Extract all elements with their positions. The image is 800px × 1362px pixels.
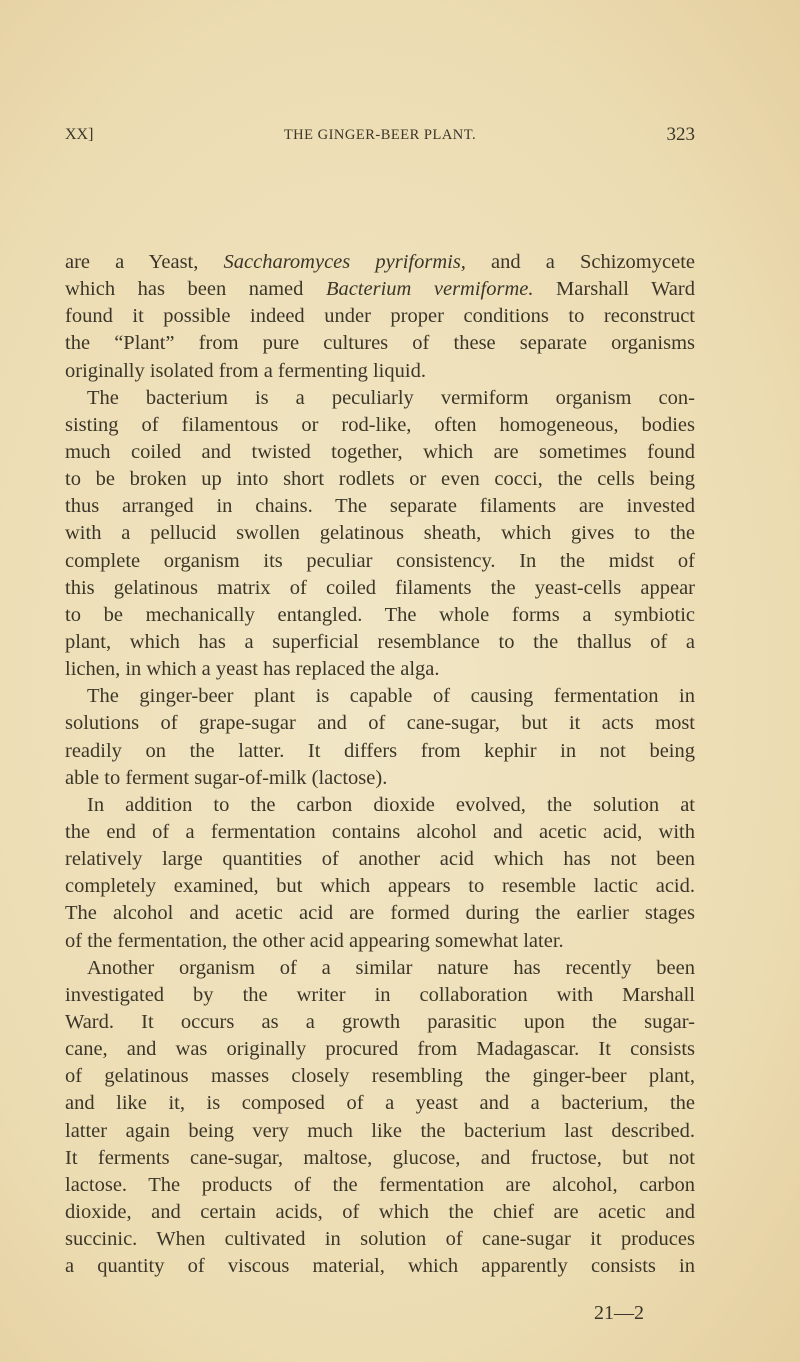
text-line	[65, 439, 695, 466]
text-segment: this gelatinous matrix of coiled filaments the yeast-cells appear	[65, 576, 695, 599]
text-line	[65, 710, 695, 737]
text-line	[65, 1172, 695, 1199]
text-segment: thus arranged in chains. The separate filaments are invested	[65, 495, 695, 518]
text-segment: Another organism of a similar nature has recently been	[87, 956, 695, 979]
text-line	[65, 1036, 695, 1063]
text-segment: complete organism its peculiar consistency. In the midst of	[65, 549, 695, 572]
text-segment: readily on the latter. It differs from kephir in not being	[65, 739, 695, 762]
text-line	[65, 819, 695, 846]
text-line	[65, 1145, 695, 1172]
text-segment: latter again being very much like the bacterium last described.	[65, 1119, 695, 1142]
text-line	[65, 1063, 695, 1090]
text-line	[65, 900, 695, 927]
text-line	[65, 358, 695, 385]
text-line	[65, 520, 695, 547]
text-line	[65, 1253, 695, 1280]
text-line	[65, 493, 695, 520]
text-line	[65, 303, 695, 330]
italic-text: Bacterium vermiforme.	[325, 278, 534, 301]
text-segment: which has been named	[65, 278, 326, 301]
text-segment: investigated by the writer in collaboration with Marshall	[65, 983, 695, 1006]
text-line	[65, 575, 695, 602]
chapter-marker: XX]	[65, 126, 94, 143]
text-line	[65, 656, 695, 683]
signature-mark: 21—2	[594, 1302, 644, 1324]
text-segment: It ferments cane-sugar, maltose, glucose, and fructose, but not	[65, 1146, 695, 1169]
text-segment: of the fermentation, the other acid appearing somewhat later.	[65, 929, 564, 952]
text-segment: to be mechanically entangled. The whole forms a symbiotic	[65, 603, 695, 626]
text-segment: lichen, in which a yeast has replaced the alga.	[65, 658, 440, 681]
text-segment: the end of a fermentation contains alcohol and acetic acid, with	[65, 820, 695, 843]
text-segment: plant, which has a superficial resemblance to the thallus of a	[65, 630, 695, 653]
text-segment: Ward. It occurs as a growth parasitic upon the sugar-	[65, 1010, 695, 1033]
text-line	[65, 873, 695, 900]
text-segment: and like it, is composed of a yeast and a bacterium, the	[65, 1092, 695, 1115]
text-segment: with a pellucid swollen gelatinous sheath, which gives to the	[65, 522, 695, 545]
text-segment: cane, and was originally procured from Madagascar. It consists	[65, 1038, 695, 1061]
text-segment: dioxide, and certain acids, of which the chief are acetic and	[65, 1200, 695, 1223]
text-line	[65, 792, 695, 819]
text-line	[65, 955, 695, 982]
text-line	[65, 385, 695, 412]
running-header	[65, 126, 695, 150]
page-number: 323	[666, 124, 695, 145]
text-line	[65, 1226, 695, 1253]
text-segment: found it possible indeed under proper conditions to reconstruct	[65, 305, 695, 328]
text-segment: lactose. The products of the fermentation are alcohol, carbon	[65, 1173, 695, 1196]
text-line	[65, 629, 695, 656]
text-line	[65, 276, 695, 303]
body-text	[65, 249, 695, 1280]
text-segment: and a Schizomycete	[465, 251, 695, 273]
text-segment: of gelatinous masses closely resembling the ginger-beer plant,	[65, 1065, 695, 1088]
text-line	[65, 412, 695, 439]
running-title: THE GINGER-BEER PLANT.	[283, 127, 477, 143]
text-line	[65, 683, 695, 710]
text-line	[65, 1199, 695, 1226]
text-segment: The bacterium is a peculiarly vermiform organism con-	[87, 386, 695, 409]
text-segment: able to ferment sugar-of-milk (lactose).	[65, 766, 388, 789]
text-segment: originally isolated from a fermenting liquid.	[65, 359, 426, 382]
text-line	[65, 602, 695, 629]
text-line	[65, 548, 695, 575]
text-line	[65, 765, 695, 792]
text-segment: relatively large quantities of another acid which has not been	[65, 848, 695, 871]
text-line	[65, 738, 695, 765]
text-line	[65, 249, 695, 276]
text-segment: Marshall Ward	[533, 278, 695, 301]
text-line	[65, 928, 695, 955]
text-segment: solutions of grape-sugar and of cane-sugar, but it acts most	[65, 712, 695, 735]
text-segment: a quantity of viscous material, which apparently consists in	[65, 1255, 695, 1278]
text-segment: In addition to the carbon dioxide evolved, the solution at	[87, 793, 695, 816]
text-line	[65, 1118, 695, 1145]
text-segment: succinic. When cultivated in solution of cane-sugar it produces	[65, 1228, 695, 1251]
text-line	[65, 1090, 695, 1117]
text-segment: The ginger-beer plant is capable of causing fermentation in	[87, 685, 695, 708]
text-line	[65, 846, 695, 873]
text-segment: the “Plant” from pure cultures of these separate organisms	[65, 332, 695, 355]
text-segment: to be broken up into short rodlets or even cocci, the cells being	[65, 468, 695, 491]
text-line	[65, 982, 695, 1009]
text-segment: The alcohol and acetic acid are formed during the earlier stages	[65, 902, 695, 925]
text-segment: sisting of filamentous or rod-like, often homogeneous, bodies	[65, 413, 695, 436]
italic-text: Saccharomyces pyriformis,	[223, 251, 466, 273]
text-line	[65, 330, 695, 357]
text-line	[65, 466, 695, 493]
text-segment: much coiled and twisted together, which are sometimes found	[65, 440, 695, 463]
text-line	[65, 1009, 695, 1036]
text-segment: completely examined, but which appears to resemble lactic acid.	[65, 875, 695, 898]
text-segment: are a Yeast,	[65, 251, 224, 273]
